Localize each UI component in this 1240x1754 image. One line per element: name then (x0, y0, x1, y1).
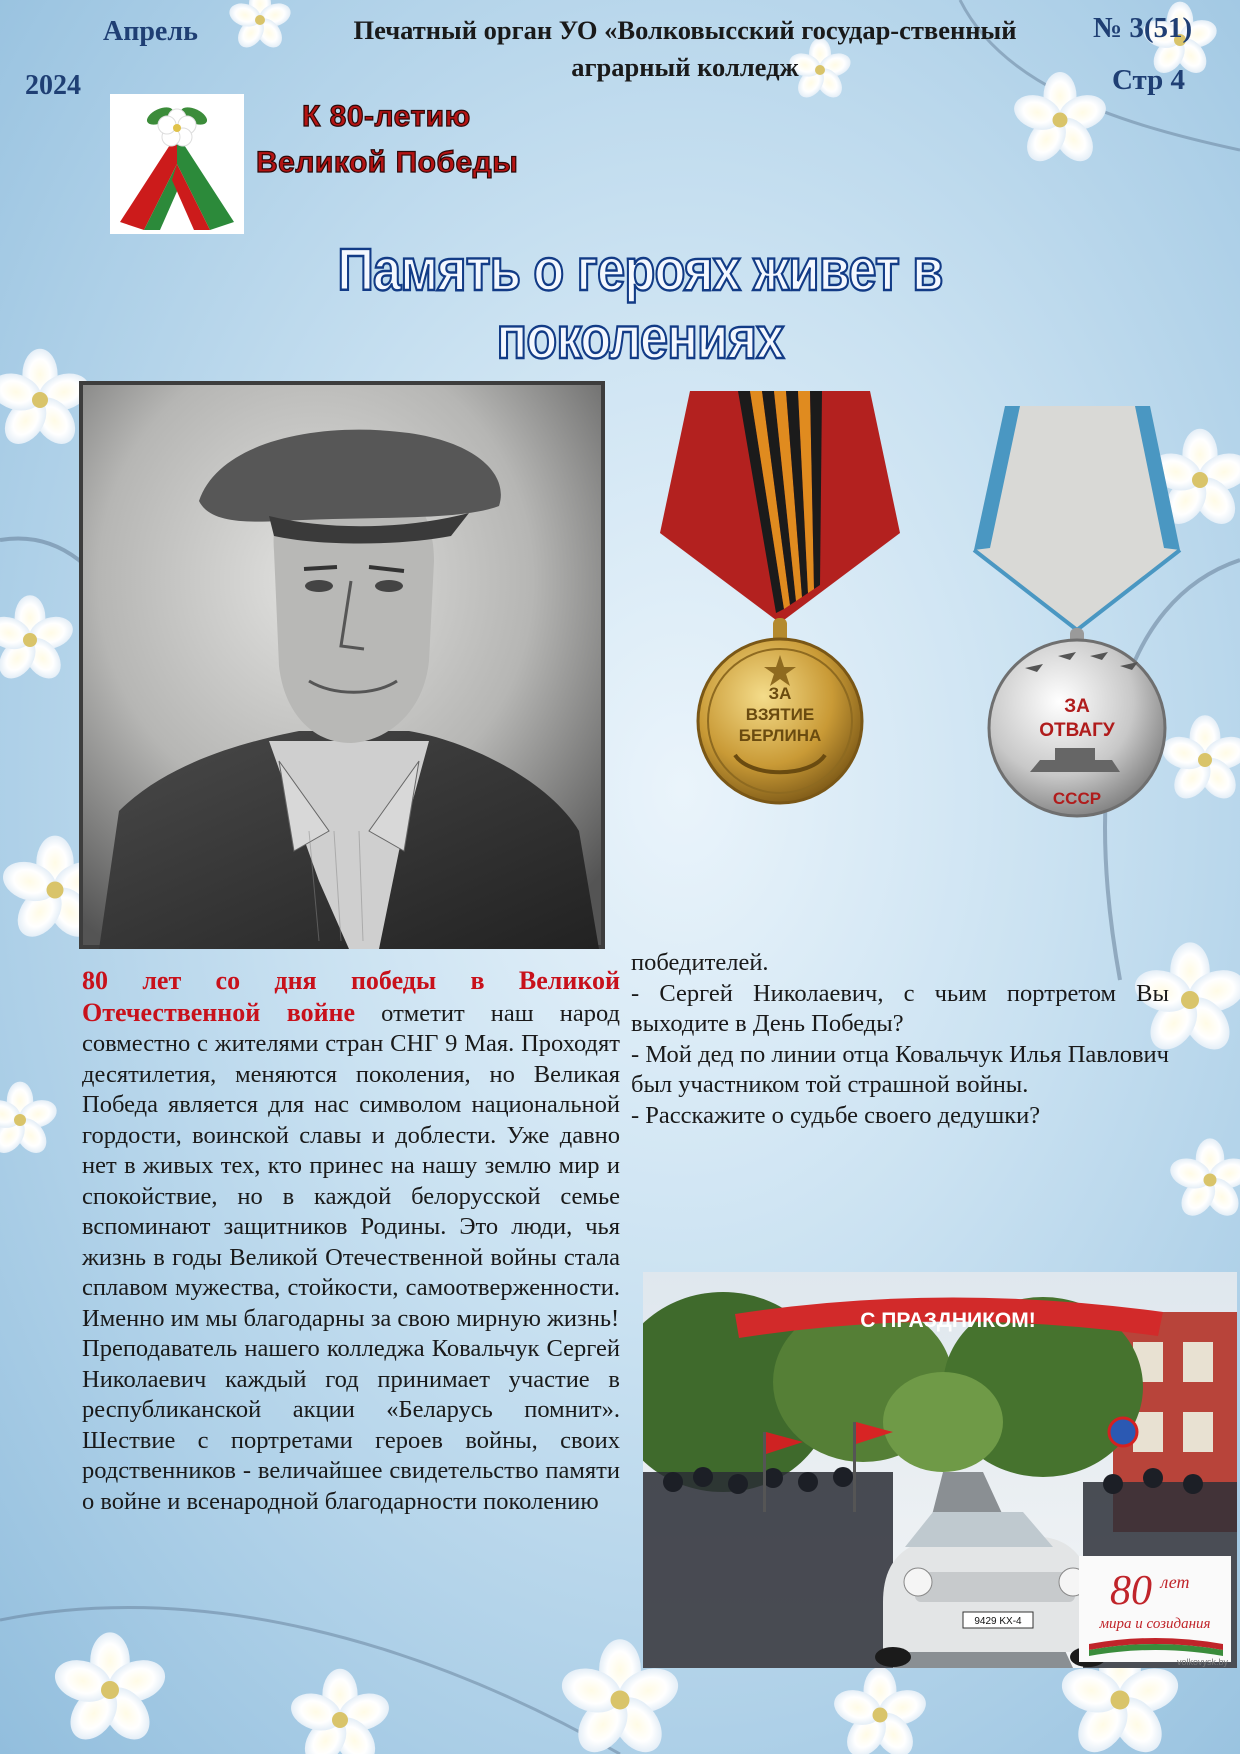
medal-berlin-line2: ВЗЯТИЕ (745, 705, 815, 724)
parade-banner-text: С ПРАЗДНИКОМ! (860, 1309, 1036, 1332)
ribbon-logo (110, 94, 244, 234)
parade-license-plate: 9429 KX-4 (974, 1616, 1022, 1627)
anniversary-logo-caption: мира и созидания (1099, 1616, 1211, 1632)
issue-year: 2024 (25, 70, 81, 101)
publication-title: Печатный орган УО «Волковысский государ-ственный аграрный колледж (353, 15, 1017, 82)
article-paragraph-1 (82, 966, 620, 1334)
parade-photo (643, 1272, 1237, 1668)
medal-courage-line2: ОТВАГУ (1039, 720, 1115, 741)
medal-berlin-line1: ЗА (768, 684, 792, 703)
medal-courage-line1: ЗА (1064, 696, 1090, 717)
anniversary-logo-sub: лет (1160, 1572, 1190, 1592)
interview-question-2: - Расскажите о судьбе своего дедушки? (631, 1101, 1041, 1129)
medal-courage (970, 400, 1184, 820)
interview-answer-1: - Мой дед по линии отца Ковальчук Илья Павлович был участником той страшной войны. (631, 1040, 1169, 1098)
page-number: Стр 4 (1112, 64, 1186, 96)
medal-berlin-line3: БЕРЛИНА (738, 726, 822, 745)
article-p1-text: отметит наш народ совместно с жителями стран СНГ 9 Мая. Проходят десятилетия, меняются поколения, но Великая Победа является для нас символом национальной гордости, воинской славы и доблести. Уже давно нет в живых тех, кто принес на нашу землю мир и спокойствие, но в каждой белорусской семье вспоминают защитников Родины. Это люди, чья жизнь в годы Великой Отечественной войны стала сплавом мужества, стойкости, самоотверженности. Именно им мы благодарны за свою мирную жизнь! (82, 999, 620, 1332)
medal-courage-line3: СССР (1052, 789, 1102, 808)
anniversary-line-1: К 80-летию (302, 100, 471, 133)
article-left-column (82, 966, 620, 1517)
parade-watermark: volkovysk.by (1176, 1657, 1228, 1667)
portrait-drawing (79, 381, 605, 949)
anniversary-line-2: Великой Победы (256, 146, 519, 179)
page-headline: Память о героях живет в поколениях (337, 237, 943, 371)
anniversary-logo-number: 80 (1110, 1568, 1152, 1614)
interview-question-1: - Сергей Николаевич, с чьим портретом Вы выходите в День Победы? (631, 979, 1169, 1037)
article-paragraph-2: Преподаватель нашего колледжа Ковальчук Сергей Николаевич каждый год принимает участие в республиканской акции «Беларусь помнит». Шествие с портретами героев войны, своих родственников - величайшее свидетельство памяти о войне и всенародной благодарности поколению (82, 1335, 620, 1515)
issue-number: № 3(51) (1093, 12, 1193, 44)
article-lead: 80 лет со дня победы в Великой Отечественной войне (82, 966, 620, 1027)
issue-month: Апрель (103, 16, 198, 47)
article-right-1: победителей. (631, 949, 769, 976)
medal-berlin (650, 383, 910, 813)
article-right-column (631, 948, 1169, 1131)
